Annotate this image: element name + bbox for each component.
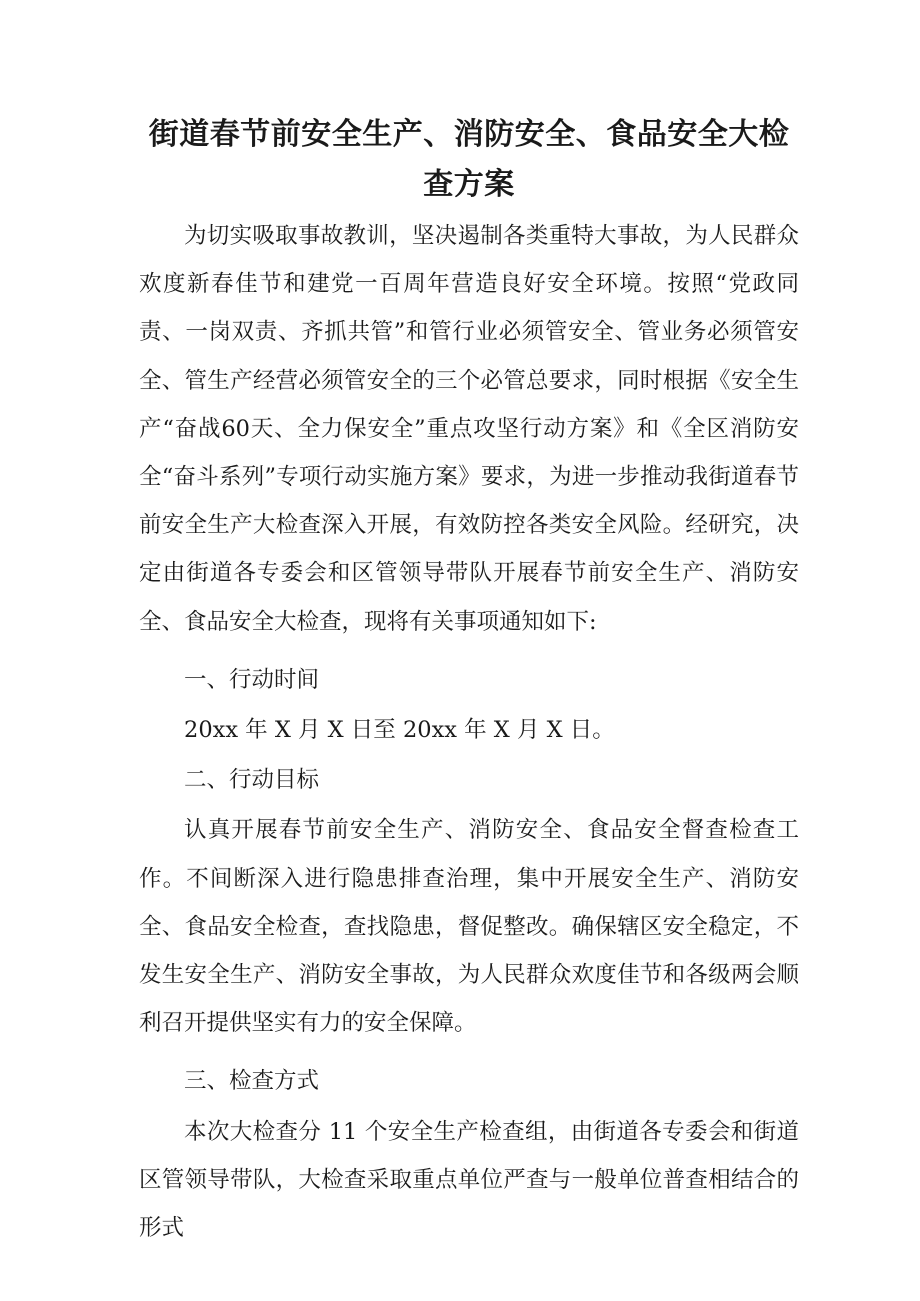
section-body: 认真开展春节前安全生产、消防安全、食品安全督查检查工作。不间断深入进行隐患排查治理，集中开展安全生产、消防安全、食品安全检查，查找隐患，督促整改。确保辖区安全稳定，不发生安全生产、消防安全事故，为人民群众欢度佳节和各级两会顺利召开提供坚实有力的安全保障。 bbox=[139, 817, 799, 1037]
section-3 bbox=[139, 1055, 799, 1252]
section-2 bbox=[139, 754, 799, 1047]
section-body: 本次大检查分 11 个安全生产检查组，由街道各专委会和街道区管领导带队，大检查采取重点单位严查与一般单位普查相结合的形式 bbox=[139, 1118, 799, 1242]
document-title: 街道春节前安全生产、消防安全、食品安全大检查方案 bbox=[148, 117, 790, 202]
document-body bbox=[139, 110, 799, 1252]
section-body: 20xx 年 X 月 X 日至 20xx 年 X 月 X 日。 bbox=[184, 717, 615, 744]
section-1 bbox=[139, 654, 799, 754]
section-heading: 三、检查方式 bbox=[184, 1068, 320, 1095]
section-heading: 一、行动时间 bbox=[184, 666, 320, 693]
intro-paragraph: 为切实吸取事故教训，坚决遏制各类重特大事故，为人民群众欢度新春佳节和建党一百周年营造良好安全环境。按照“党政同责、一岗双责、齐抓共管”和管行业必须管安全、管业务必须管安全、管生产经营必须管安全的三个必管总要求，同时根据《安全生产“奋战60天、全力保安全”重点攻坚行动方案》和《全区消防安全“奋斗系列”专项行动实施方案》要求，为进一步推动我街道春节前安全生产大检查深入开展，有效防控各类安全风险。经研究，决定由街道各专委会和区管领导带队开展春节前安全生产、消防安全、食品安全大检查，现将有关事项通知如下: bbox=[139, 223, 799, 635]
section-heading: 二、行动目标 bbox=[184, 767, 320, 794]
